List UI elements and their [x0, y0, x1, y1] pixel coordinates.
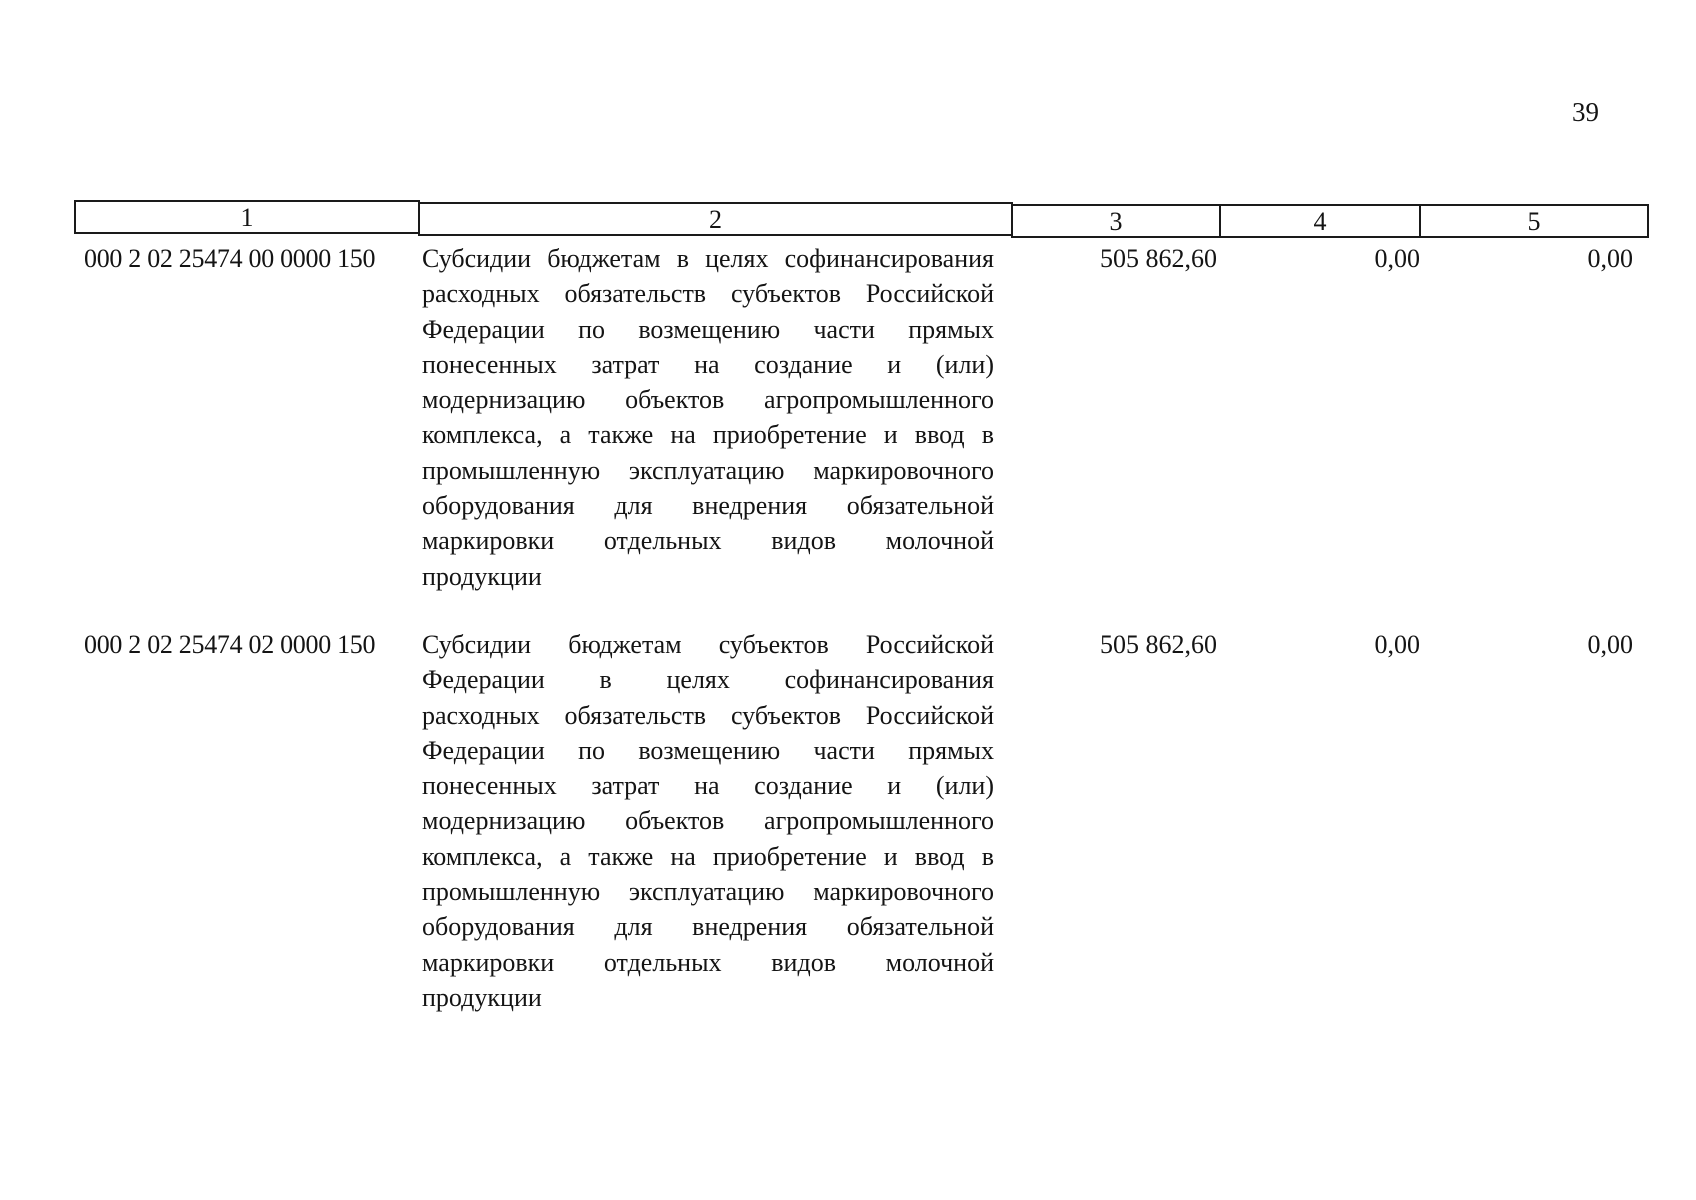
header-cell-3: 3	[1011, 204, 1221, 238]
description-line: расходных обязательств субъектов Российской	[422, 279, 994, 309]
header-cell-2: 2	[418, 202, 1013, 236]
budget-code: 000 2 02 25474 02 0000 150	[84, 630, 376, 659]
description-line: модернизацию объектов агропромышленного	[422, 806, 994, 836]
description-line: маркировки отдельных видов молочной	[422, 947, 994, 977]
description-line: Субсидии бюджетам в целях софинансирования	[422, 244, 994, 273]
header-cell-5: 5	[1419, 204, 1649, 238]
value-col-4: 0,00	[1374, 244, 1420, 273]
header-cell-1: 1	[74, 200, 420, 234]
value-col-3: 505 862,60	[1100, 630, 1217, 659]
description-line: комплекса, а также на приобретение и ввод в	[422, 841, 994, 871]
description-line: промышленную эксплуатацию маркировочного	[422, 877, 994, 907]
value-col-5: 0,00	[1587, 244, 1633, 273]
description-line: оборудования для внедрения обязательной	[422, 912, 994, 942]
description-line: понесенных затрат на создание и (или)	[422, 349, 994, 379]
description-line: Федерации по возмещению части прямых	[422, 314, 994, 344]
budget-code: 000 2 02 25474 00 0000 150	[84, 244, 376, 273]
description-line: оборудования для внедрения обязательной	[422, 491, 994, 521]
description	[422, 241, 994, 594]
header-cell-4: 4	[1219, 204, 1421, 238]
value-col-5: 0,00	[1587, 630, 1633, 659]
page-number: 39	[1572, 97, 1599, 127]
description-line: продукции	[422, 561, 542, 591]
description-line: комплекса, а также на приобретение и ввод в	[422, 420, 994, 450]
description-line: понесенных затрат на создание и (или)	[422, 771, 994, 801]
description-line: модернизацию объектов агропромышленного	[422, 385, 994, 415]
description-line: расходных обязательств субъектов Российской	[422, 700, 994, 730]
description-line: Субсидии бюджетам субъектов Российской	[422, 630, 994, 659]
value-col-3: 505 862,60	[1100, 244, 1217, 273]
description-line: Федерации в целях софинансирования	[422, 665, 994, 695]
value-col-4: 0,00	[1374, 630, 1420, 659]
description-line: промышленную эксплуатацию маркировочного	[422, 455, 994, 485]
description-line: продукции	[422, 982, 542, 1012]
description	[422, 627, 994, 1015]
description-line: маркировки отдельных видов молочной	[422, 526, 994, 556]
description-line: Федерации по возмещению части прямых	[422, 735, 994, 765]
